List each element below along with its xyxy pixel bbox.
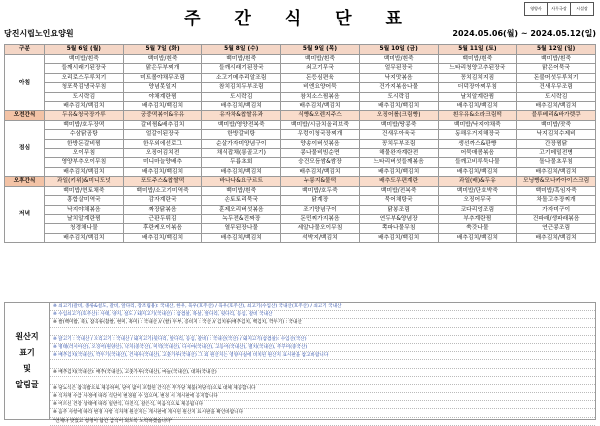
menu-cell: 야채계란찜	[123, 92, 202, 101]
note-line: ※ 식자재 수급 사정에 따라 식단이 변경될 수 있으며, 변경 시 게시판에 공지합니다	[50, 393, 595, 401]
menu-row	[5, 64, 596, 73]
menu-cell: 배추김치/백김치	[517, 167, 596, 176]
menu-cell: 훈제오리버섯볶음	[202, 205, 281, 214]
menu-cell: 더덕장아찌무침	[438, 83, 517, 92]
menu-cell: 배추김치/백김치	[45, 167, 124, 176]
menu-cell: 순살가자미양념구이	[202, 139, 281, 148]
note-line: ※ 어르신 건강 상태에 따라 일반식, 다진식, 갈은식, 미음식으로 제공됩니다	[50, 401, 595, 409]
note-line	[50, 377, 595, 385]
menu-cell: 들깨시래기된장국	[202, 64, 281, 73]
menu-cell: 미트볼야채무조림	[123, 73, 202, 82]
menu-cell: 오이무침	[45, 149, 124, 158]
menu-cell: 배추김치/백김치	[281, 102, 360, 111]
menu-cell: 세알나물오이무침	[281, 224, 360, 233]
menu-cell: 얼무된장국	[359, 64, 438, 73]
menu-cell: 양송이버섯볶음	[281, 139, 360, 148]
meal-label: 점심	[5, 120, 45, 176]
menu-cell: 우렁이청국장찌개	[281, 130, 360, 139]
menu-cell: 수삼닭곰탕	[45, 130, 124, 139]
menu-cell: 백미밥/흰죽	[45, 55, 124, 64]
menu-cell: 느타리버섯들깨볶음	[359, 158, 438, 167]
menu-cell: 날치알계란찜	[438, 92, 517, 101]
menu-cell: 낙지맛볶음	[359, 73, 438, 82]
menu-cell: 낙지야채볶음	[45, 205, 124, 214]
menu-cell: 연두부&양념장	[359, 214, 438, 223]
menu-cell: 도시락김	[359, 92, 438, 101]
menu-cell: 꽁치두부조림	[359, 139, 438, 148]
menu-cell: 쇠고기무국	[281, 64, 360, 73]
menu-cell: 바나나&요구르트	[202, 177, 281, 186]
menu-row	[5, 55, 596, 64]
menu-cell: 날치알계란찜	[45, 214, 124, 223]
menu-cell: 백미밥/현토채죽	[45, 186, 124, 195]
menu-row	[5, 167, 596, 176]
menu-row	[5, 205, 596, 214]
menu-cell: 궁중떡볶이&우유	[123, 111, 202, 120]
menu-cell: 배추김치/백김치	[281, 167, 360, 176]
menu-cell: 백미밥/흰죽	[202, 55, 281, 64]
menu-row	[5, 149, 596, 158]
menu-cell: 건가지볶음나물	[359, 83, 438, 92]
page-title: 주 간 식 단 표	[184, 9, 416, 29]
menu-cell: 배추김치/백김치	[517, 102, 596, 111]
menu-cell: 석박지/백김치	[281, 233, 360, 242]
menu-cell: 배추김치/백김치	[517, 233, 596, 242]
menu-row	[5, 120, 596, 129]
note-line: ※ 쌀(백미밥, 죽), 잡곡류(찹쌀, 현미, 흑미) : 국내산 // (쌀) 두부, 콩비지 : 국산 // 김치류(배추김치, 백김치, 깍두기) : 국내산	[50, 319, 595, 327]
menu-cell: 청포묵김냉국무침	[45, 83, 124, 92]
menu-cell: 얼갈이된장국	[123, 130, 202, 139]
menu-row	[5, 139, 596, 148]
menu-cell: 백미밥/흑임자죽	[517, 186, 596, 195]
menu-cell: 영양부추오이무침	[45, 158, 124, 167]
menu-cell: 건새우아욱국	[359, 130, 438, 139]
approval-dietitian: 영양사	[524, 2, 548, 16]
menu-row	[5, 186, 596, 195]
menu-cell: 간장찜닭	[517, 139, 596, 148]
menu-cell: 해물완자계란전	[359, 149, 438, 158]
approval-box	[525, 2, 594, 16]
note-line: ※ 당뇨식은 잡곡밥으로 제공하며, 당이 많이 포함된 간식은 무가당 제품(저당식)으로 대체 제공합니다	[50, 385, 595, 393]
menu-cell: 닭봉조림	[359, 205, 438, 214]
menu-cell: 맑은어묵국	[517, 64, 596, 73]
menu-cell: 백미밥/흰죽	[202, 186, 281, 195]
header-category: 구분	[5, 45, 45, 55]
menu-cell: 청경채나물	[45, 224, 124, 233]
note-line: ※ 배추김치(국내산), 깍두기(국내산), 건새우(국내산), 고춧가루(국내산) 그 외 원산지는 영양사실에 비치된 원산지 표시판을 참고바랍니다	[50, 352, 595, 360]
menu-cell: 부추계란찜	[438, 214, 517, 223]
menu-cell: 짜장닭볶음	[123, 205, 202, 214]
note-line: ※ 쇠고기(갈비, 종류&설도, 갈비, 앞다리, 장조림용): 국내산, 한우, 육우(호주산) / 육우(호주산), 쇠고기(수입산) 국내산(호주산) / 쇠고기 국내산	[50, 303, 595, 311]
menu-row	[5, 224, 596, 233]
menu-cell: 백미밥/땅콩죽	[359, 120, 438, 129]
menu-cell: 두릅초회	[202, 158, 281, 167]
menu-period: 2024.05.06(월) ~ 2024.05.12(일)	[452, 29, 596, 38]
menu-cell: 배추김치/백김치	[45, 233, 124, 242]
note-line: ※ 닭고기 : 국내산 / 오리고기 : 국내산 / 돼지고기(뒷다리, 앞다리, 등심, 갈비) : 국내산(국산) / 돼지고기(삼겹살): 수입산(국산)	[50, 336, 595, 344]
menu-cell: 백미밥/호두장떡	[45, 120, 124, 129]
menu-cell: 백미밥/단호박죽	[438, 186, 517, 195]
facility-name: 당진시립노인요양원	[4, 29, 74, 38]
menu-cell: 배추김치/백김치	[202, 102, 281, 111]
note-line	[50, 360, 595, 368]
menu-cell: 미니마늘양배추	[123, 158, 202, 167]
menu-cell: 백미밥/흰죽	[123, 55, 202, 64]
header-day: 5월 6일 (월)	[45, 45, 124, 55]
menu-row	[5, 130, 596, 139]
menu-cell: 참치김치두부조림	[202, 83, 281, 92]
table-header-row	[5, 45, 596, 55]
menu-cell: 감자계란국	[123, 196, 202, 205]
menu-cell: 비엔요양어묵	[281, 83, 360, 92]
menu-cell: 콩나물비빔순면	[281, 149, 360, 158]
menu-cell: 흰우유&소라크림떡	[438, 111, 517, 120]
menu-row	[5, 83, 596, 92]
menu-cell: 한방갈비탕	[202, 130, 281, 139]
menu-cell: 차돌고추장찌개	[517, 196, 596, 205]
menu-cell: 배추김치/백김치	[359, 233, 438, 242]
menu-cell: 한방돈갈비찜	[45, 139, 124, 148]
meal-label: 저녁	[5, 186, 45, 242]
menu-cell: 백미밥/흰죽	[359, 55, 438, 64]
notes-lines	[50, 303, 595, 424]
menu-cell: 배추김치/백김치	[123, 233, 202, 242]
menu-cell: 돈불머섯두루치기	[517, 73, 596, 82]
weekly-menu-table	[4, 44, 596, 243]
approval-manager: 사무국장	[547, 2, 571, 16]
note-line: "언제나 맛있고 청정이 담긴 급식이 되도록 노력하겠습니다"	[50, 418, 595, 426]
menu-cell: 식빵&오렌지주스	[281, 111, 360, 120]
menu-cell: 조기양념구이	[281, 205, 360, 214]
header-day: 5월 10일 (금)	[359, 45, 438, 55]
meal-label: 오전간식	[5, 111, 45, 120]
header-day: 5월 7일 (화)	[123, 45, 202, 55]
menu-cell: 맑은두부찌개	[123, 64, 202, 73]
menu-cell: 배추김치/백김치	[123, 102, 202, 111]
menu-cell: 배추김치/백김치	[45, 102, 124, 111]
menu-cell: 갈비찜&배추김치	[123, 120, 202, 129]
note-line: ※ 음주 사항에 따라 변경 사항 식자재 원산지는 게시판에 게시된 원산지 표시판을 확인바랍니다	[50, 409, 595, 417]
menu-cell: 도시락김	[517, 92, 596, 101]
menu-row	[5, 196, 596, 205]
menu-cell: 백미밥/흰죽	[517, 55, 596, 64]
menu-cell: 블루베리&바가렛쿠	[517, 111, 596, 120]
menu-cell: 참치소스찜볶음	[281, 92, 360, 101]
header-day: 5월 9일 (목)	[281, 45, 360, 55]
note-line	[50, 328, 595, 336]
menu-cell: 백미밥/호두죽	[281, 186, 360, 195]
notes-section	[4, 302, 596, 424]
menu-cell: 후란케오이볶음	[123, 224, 202, 233]
meal-label: 오후간식	[5, 177, 45, 186]
menu-cell: 배추김치/백김치	[438, 167, 517, 176]
menu-cell: 오리로스두루치기	[45, 73, 124, 82]
menu-cell: 유자차&찹쌀유과	[202, 111, 281, 120]
menu-cell: 과일(키위)&미니도넛	[45, 177, 124, 186]
menu-cell: 배추김치/백김치	[359, 167, 438, 176]
menu-cell: 연근콩조림	[517, 224, 596, 233]
menu-row	[5, 92, 596, 101]
menu-cell: 백미밥/낙지야채죽	[438, 120, 517, 129]
menu-cell: 백미밥/전복죽	[359, 186, 438, 195]
menu-cell: 한우외에선로그	[123, 139, 202, 148]
snack-row	[5, 111, 596, 120]
snack-row	[5, 177, 596, 186]
menu-cell: 과일(배)&두유	[438, 177, 517, 186]
menu-cell: 녹두전&진짜장	[202, 214, 281, 223]
menu-cell: 백미밥/잣죽	[517, 120, 596, 129]
menu-cell: 배추김치/백김치	[438, 233, 517, 242]
menu-cell: 배추도우편계란	[359, 177, 438, 186]
note-line: ※ 수입쇠고기(호주산): 사태, 양지, 설도 / 돼지고기(국내산) : 삼겹살, 목살, 앞다리, 뒷다리, 등심, 갈비 국내산	[50, 311, 595, 319]
menu-cell: 돈민찌가지볶음	[281, 214, 360, 223]
menu-cell: 열무된장나물	[202, 224, 281, 233]
menu-cell: 흥합살미역국	[45, 196, 124, 205]
menu-cell: 생선까스&판빵	[438, 139, 517, 148]
menu-row	[5, 102, 596, 111]
notes-label	[5, 303, 50, 419]
menu-cell: 코다리엉조림	[438, 205, 517, 214]
menu-cell: 숭건모듬쌈&쌈장	[281, 158, 360, 167]
menu-cell: 어묵매콤볶음	[438, 149, 517, 158]
menu-cell: 오징어김치전	[123, 149, 202, 158]
menu-cell: 묵어채탕국	[359, 196, 438, 205]
menu-cell: 근판두튀김	[123, 214, 202, 223]
menu-cell: 돌나물초무침	[517, 158, 596, 167]
menu-cell: 배추김치/백김치	[438, 102, 517, 111]
menu-cell: 누룽지&물떡	[281, 177, 360, 186]
menu-cell: 건새우무조림	[517, 83, 596, 92]
subheader	[4, 28, 596, 40]
menu-cell: 소고기메추리알조림	[202, 73, 281, 82]
menu-cell: 백미밥/흰죽	[438, 55, 517, 64]
notes-label-line: 표기	[19, 348, 35, 357]
header-day: 5월 11일 (토)	[438, 45, 517, 55]
notes-label-line: 알림글	[15, 380, 39, 389]
menu-cell: 동해우거지해장국	[438, 130, 517, 139]
menu-cell: 포도주스&찹쌀떡	[123, 177, 202, 186]
menu-cell: 낙지김치수제비	[517, 130, 596, 139]
note-line: ※ 명태(러시아산), 오징어(원양산), 낙지(중국산), 미역(국내산), 다시마(국내산), 고등어(국내산), 멸치(국내산), 주꾸미(중국산)	[50, 344, 595, 352]
menu-cell: 백미밥/시금치올리브죽	[281, 120, 360, 129]
approval-director: 시설장	[570, 2, 594, 16]
menu-cell: 돈등심편육	[281, 73, 360, 82]
menu-cell: 오징어롤(크림빵)	[359, 111, 438, 120]
menu-cell: 꽁치김치지짐	[438, 73, 517, 82]
menu-cell: 느타리청양고추된장국	[438, 64, 517, 73]
table-body	[5, 55, 596, 243]
menu-cell: 쪽파나물무침	[359, 224, 438, 233]
menu-cell: 닭계장	[281, 196, 360, 205]
menu-row	[5, 214, 596, 223]
header-day: 5월 8일 (수)	[202, 45, 281, 55]
menu-row	[5, 73, 596, 82]
menu-cell: 배추김치/백김치	[359, 102, 438, 111]
note-line: ※ 배추김치(국내산): 배추(국내산), 고춧가루(국내산), 마늘(국내산), 대파(국내산)	[50, 369, 595, 377]
menu-cell: 도시락김	[202, 92, 281, 101]
menu-cell: 배추김치/백김치	[202, 167, 281, 176]
menu-cell: 백미밥/영양전복죽	[202, 120, 281, 129]
menu-cell: 채식잡채(롱골고기)	[202, 149, 281, 158]
notes-label-line: 및	[23, 364, 31, 373]
menu-cell: 양념못일지	[123, 83, 202, 92]
menu-cell: 손토토리묵국	[202, 196, 281, 205]
menu-cell: 두유&청국장가루	[45, 111, 124, 120]
menu-cell: 배추김치/백김치	[202, 233, 281, 242]
notes-label-line: 원산지	[15, 332, 39, 341]
menu-row	[5, 233, 596, 242]
menu-cell: 백미밥/소고기미역죽	[123, 186, 202, 195]
menu-cell: 백미밥/흰죽	[281, 55, 360, 64]
menu-cell: 건파래/생파래볶음	[517, 214, 596, 223]
header-day: 5월 12일 (일)	[517, 45, 596, 55]
menu-row	[5, 158, 596, 167]
menu-cell: 가자미구이	[517, 205, 596, 214]
menu-cell: 들깨시래기된장국	[45, 64, 124, 73]
meal-label: 아침	[5, 55, 45, 111]
menu-cell: 쑥갓나물	[438, 224, 517, 233]
menu-cell: 고기메밀전병	[517, 149, 596, 158]
menu-cell: 배추김치/백김치	[123, 167, 202, 176]
menu-cell: 모닝빵&모나카아이스크림	[517, 177, 596, 186]
menu-cell: 오징어무국	[438, 196, 517, 205]
menu-cell: 도시락김	[45, 92, 124, 101]
menu-cell: 들깨고비루둑나물	[438, 158, 517, 167]
